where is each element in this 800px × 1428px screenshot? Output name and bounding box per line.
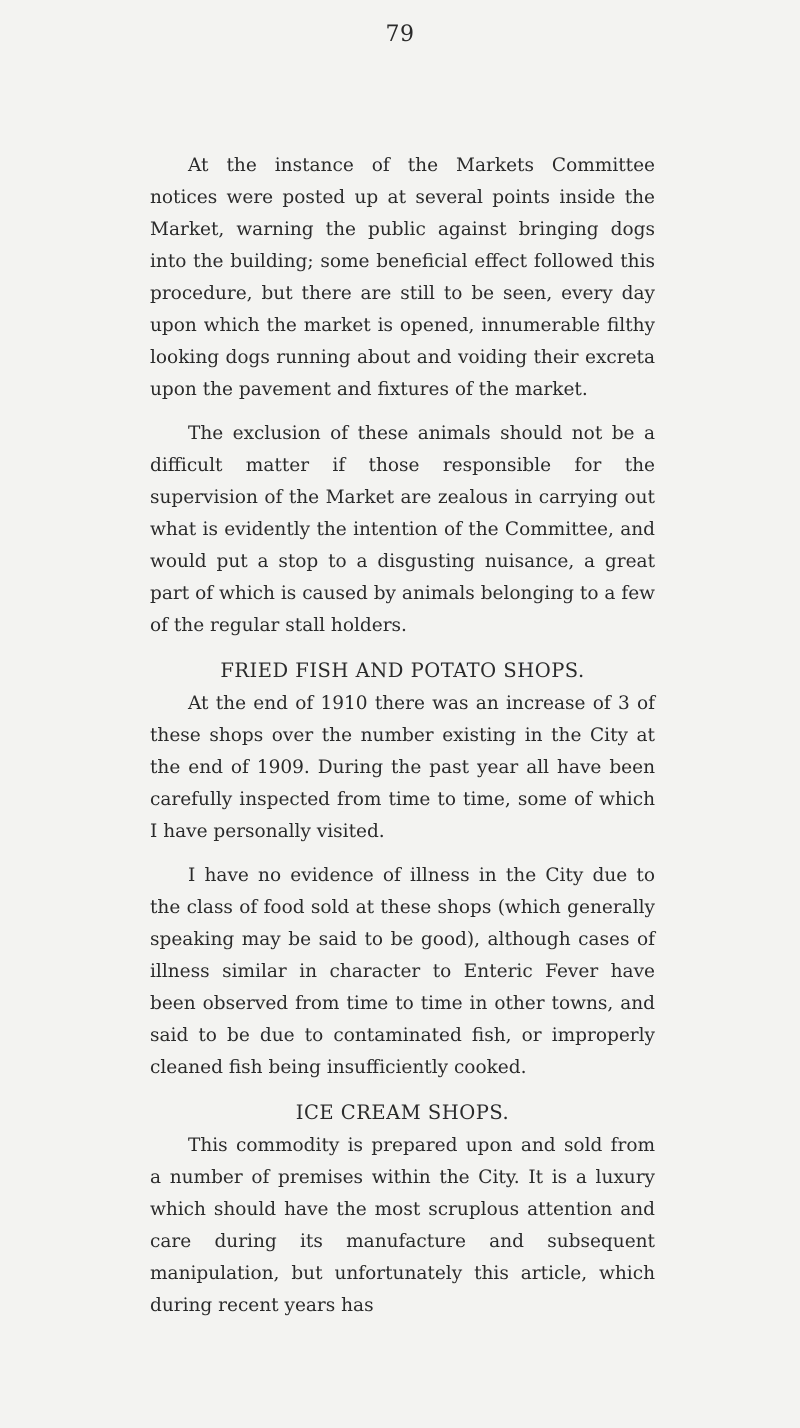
page-body: [150, 150, 655, 1322]
paragraph-markets-dogs: At the instance of the Markets Committee notices were posted up at several points inside the Market, warning the public against bringing dogs into the building; some beneficial effect followed this procedure, but there are still to be seen, every day upon which the market is opened, innumerable filthy looking dogs running about and voiding their excreta upon the pavement and fixtures of the market.: [150, 155, 655, 400]
heading-fried-fish: FRIED FISH AND POTATO SHOPS.: [220, 659, 585, 682]
page-number: 79: [385, 22, 415, 47]
paragraph-exclusion-animals: The exclusion of these animals should not be a difficult matter if those responsible for the supervision of the Market are zealous in carrying out what is evidently the intention of the Committee, and would put a stop to a disgusting nuisance, a great part of which is caused by animals belonging to a few of the regular stall holders.: [150, 423, 655, 636]
paragraph-fried-fish-increase: At the end of 1910 there was an increase of 3 of these shops over the number existing in the City at the end of 1909. During the past year all have been carefully inspected from time to time, some of which I have personally visited.: [150, 693, 655, 842]
heading-ice-cream: ICE CREAM SHOPS.: [295, 1101, 510, 1124]
paragraph-ice-cream: This commodity is prepared upon and sold from a number of premises within the City. It is a luxury which should have the most scruplous attention and care during its manufacture and subsequent manipulation, but unfortunately this article, which during recent years has: [150, 1135, 655, 1316]
paragraph-fried-fish-illness: I have no evidence of illness in the City due to the class of food sold at these shops (which generally speaking may be said to be good), although cases of illness similar in character to Enteric Fever have been observed from time to time in other towns, and said to be due to contaminated fish, or improperly cleaned fish being insufficiently cooked.: [150, 865, 655, 1078]
